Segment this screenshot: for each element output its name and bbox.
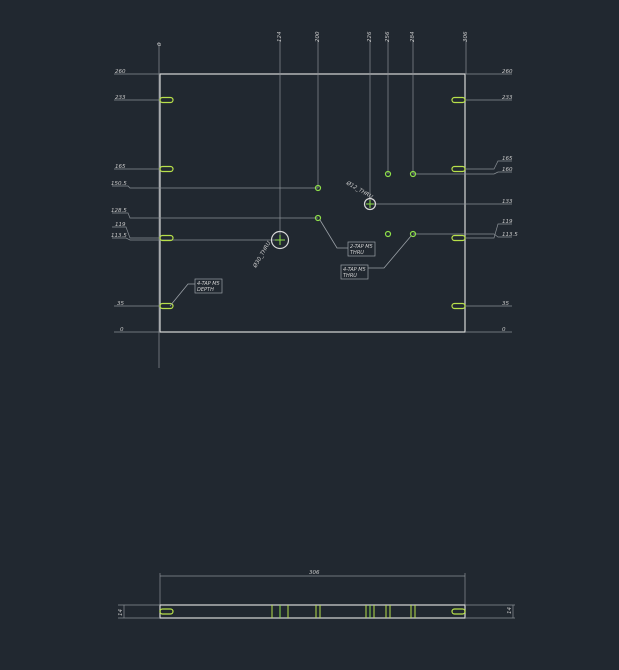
right-dim-233: 233 bbox=[502, 95, 513, 101]
right-dim-260: 260 bbox=[502, 69, 513, 75]
right-dim-133: 133 bbox=[502, 199, 513, 205]
right-dimension-lines bbox=[370, 74, 512, 332]
side-width-dim: 306 bbox=[309, 570, 320, 576]
side-right-height: 14 bbox=[507, 607, 513, 614]
left-dim-0: 0 bbox=[120, 327, 124, 333]
note-right bbox=[341, 236, 411, 279]
left-slots bbox=[160, 98, 173, 309]
note-right-line2: THRU bbox=[343, 273, 357, 279]
right-dim-119: 119 bbox=[502, 219, 513, 225]
note-center-line1: 2-TAP M5 bbox=[350, 244, 373, 250]
left-dim-119: 119 bbox=[115, 222, 126, 228]
right-dim-35: 35 bbox=[502, 301, 509, 307]
top-dim-0: 0 bbox=[157, 42, 163, 46]
side-view bbox=[118, 570, 515, 618]
left-dim-113-5: 113.5 bbox=[111, 233, 127, 239]
left-dim-150-5: 150.5 bbox=[111, 181, 127, 187]
top-dim-200: 200 bbox=[315, 31, 321, 42]
left-dim-260: 260 bbox=[115, 69, 126, 75]
left-dim-233: 233 bbox=[115, 95, 126, 101]
left-dim-128-5: 128.5 bbox=[111, 208, 127, 214]
hole-label-small: Ø12_THRU bbox=[345, 180, 374, 201]
right-dim-113-5: 113.5 bbox=[502, 232, 518, 238]
top-dim-284: 284 bbox=[410, 31, 416, 42]
side-profile bbox=[160, 605, 465, 618]
top-dim-124: 124 bbox=[277, 31, 283, 42]
note-left bbox=[170, 279, 222, 306]
side-left-height: 14 bbox=[118, 609, 124, 616]
right-dim-0: 0 bbox=[502, 327, 506, 333]
top-dim-256: 256 bbox=[385, 31, 391, 42]
note-center-line2: THRU bbox=[350, 250, 364, 256]
right-dim-160: 160 bbox=[502, 167, 513, 173]
right-slots bbox=[452, 98, 465, 309]
hole-label-large: Ø30_THRU bbox=[252, 240, 273, 269]
top-dim-306: 306 bbox=[463, 31, 469, 42]
right-dim-165: 165 bbox=[502, 156, 513, 162]
left-dim-165: 165 bbox=[115, 164, 126, 170]
top-dim-226: 226 bbox=[367, 31, 373, 42]
note-right-line1: 4-TAP M5 bbox=[343, 267, 366, 273]
left-dim-35: 35 bbox=[117, 301, 124, 307]
note-left-line1: 4-TAP M5 bbox=[197, 281, 220, 287]
note-center bbox=[320, 220, 375, 256]
note-left-line2: DEPTH bbox=[197, 287, 214, 293]
